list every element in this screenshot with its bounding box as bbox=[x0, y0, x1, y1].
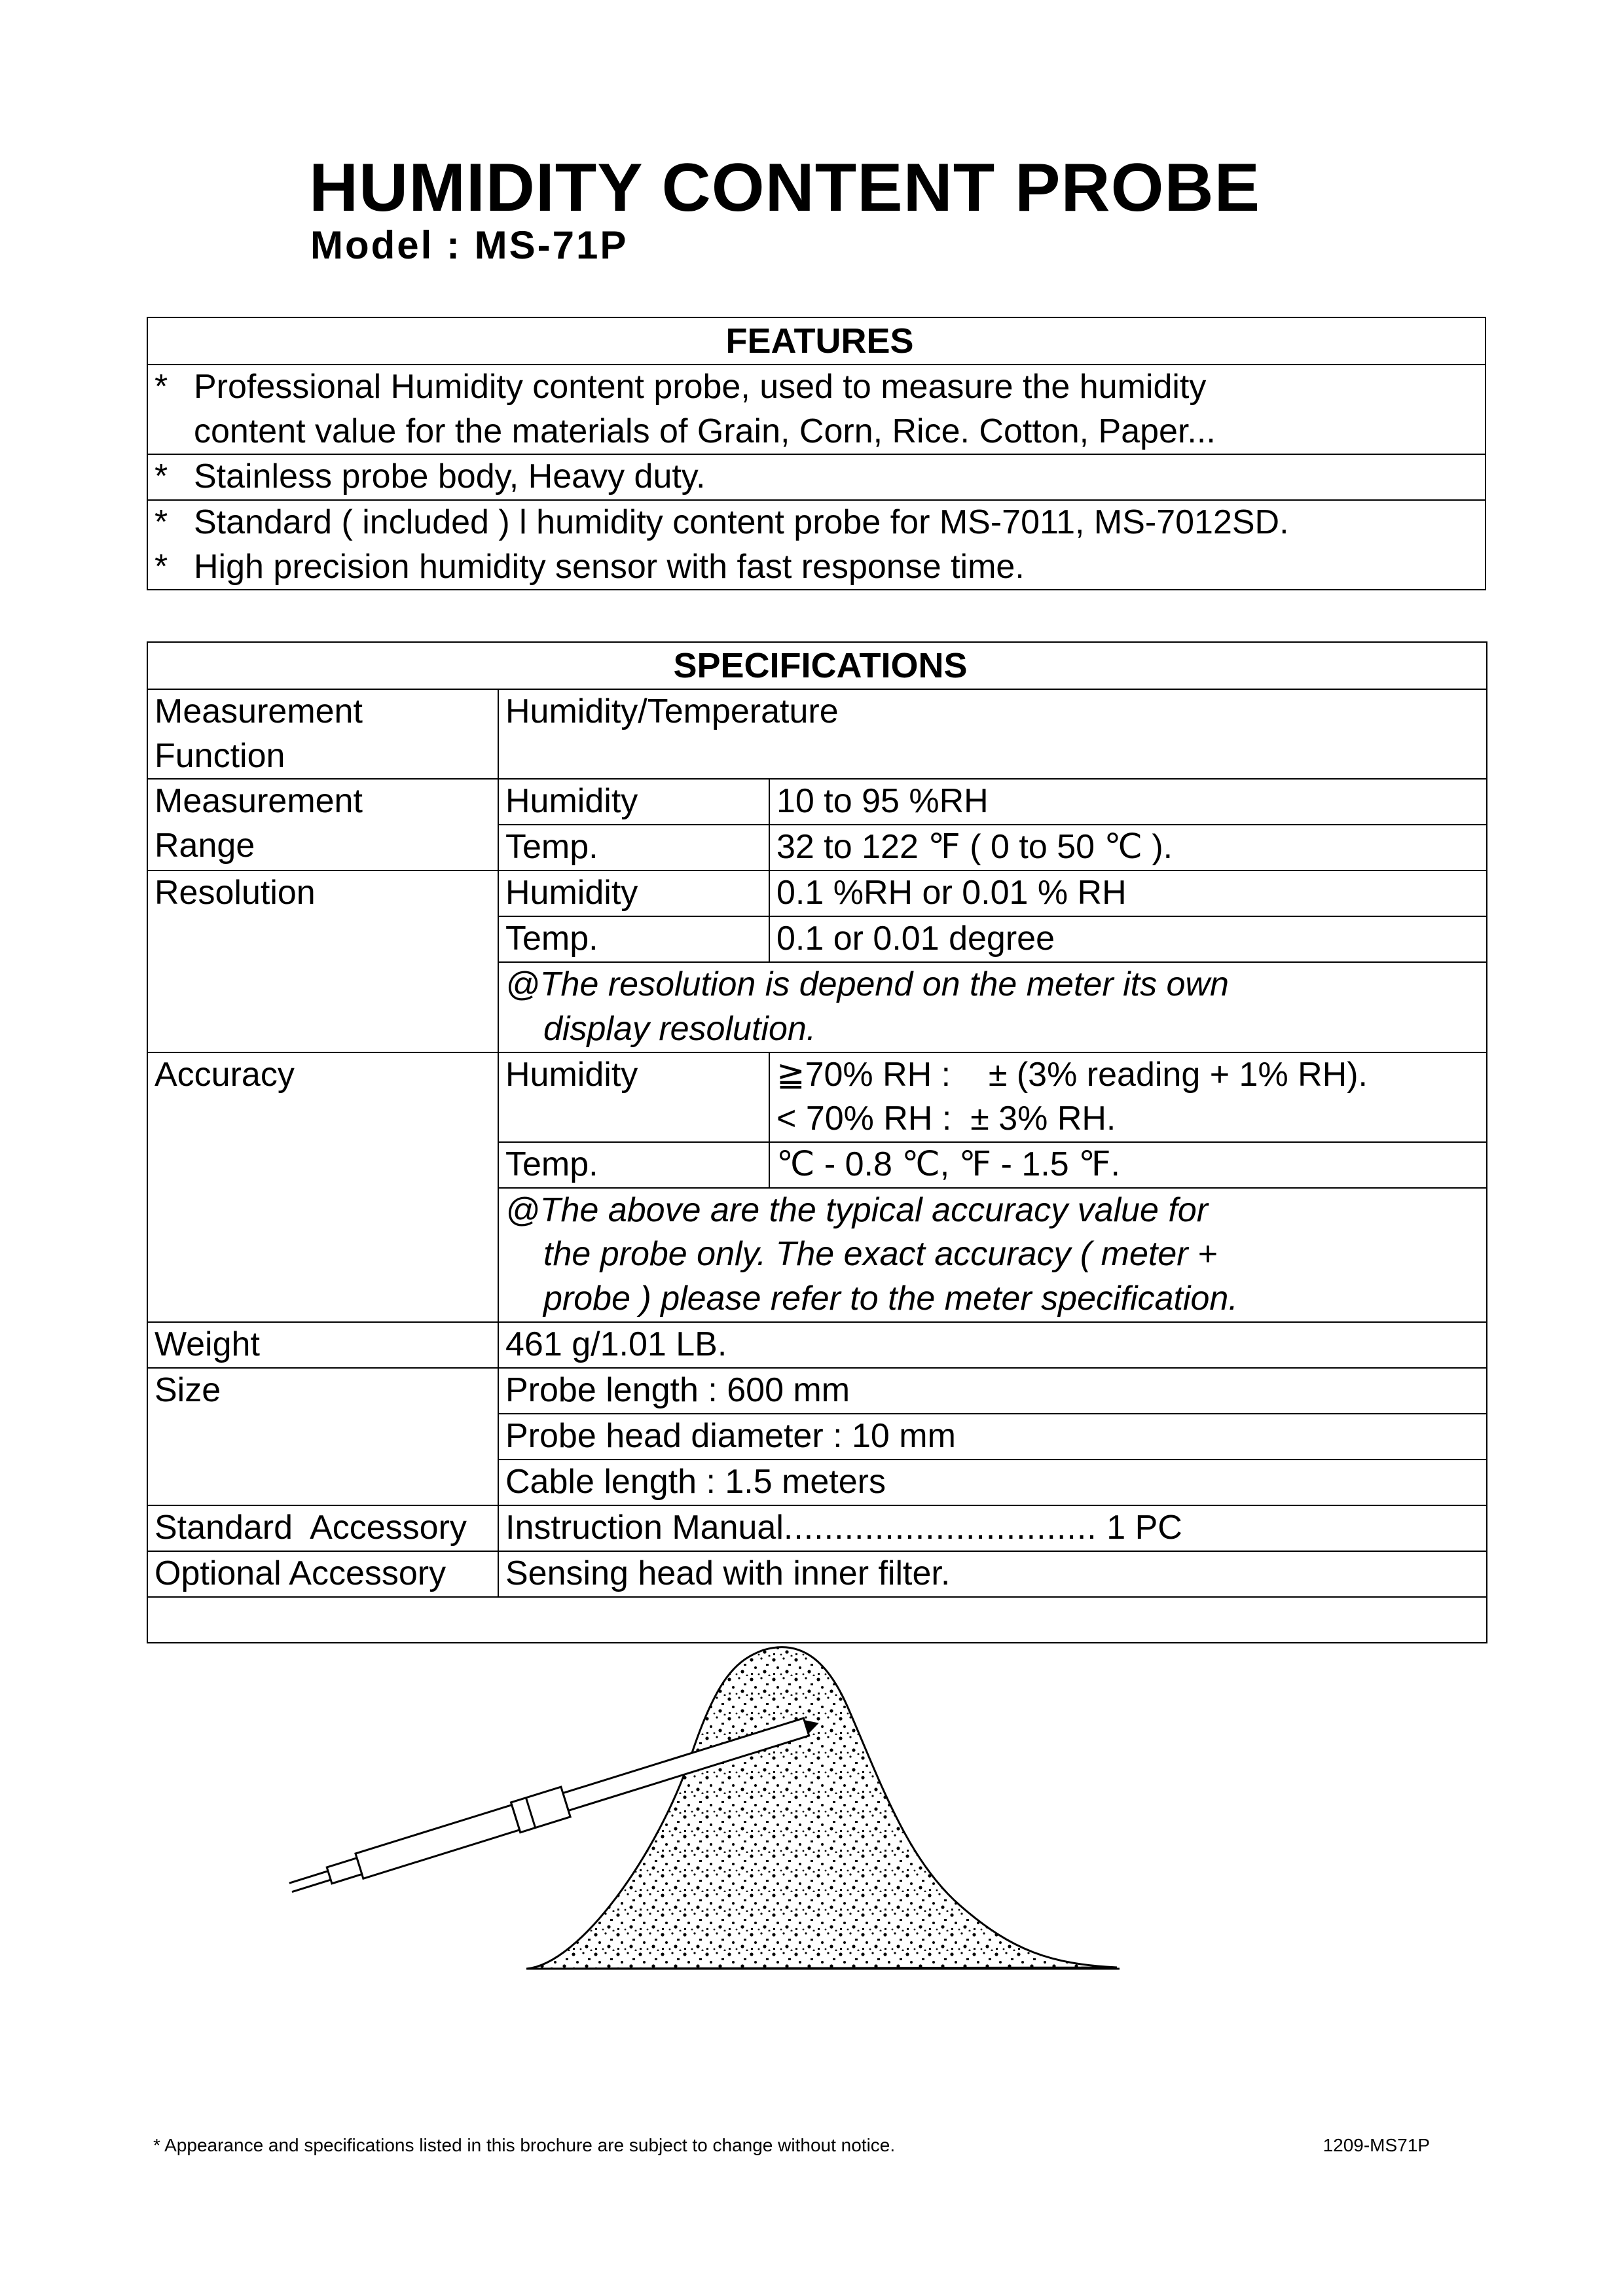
spec-sublabel: Humidity bbox=[498, 870, 769, 916]
specifications-table bbox=[147, 641, 1487, 1643]
bullet-star: * bbox=[155, 368, 168, 406]
feature-text: Stainless probe body, Heavy duty. bbox=[194, 457, 706, 496]
spec-label: Accuracy bbox=[147, 1052, 498, 1322]
features-table bbox=[147, 317, 1486, 590]
spec-value: Sensing head with inner filter. bbox=[498, 1551, 1487, 1597]
page-footer bbox=[153, 2135, 1430, 2156]
spec-value: 0.1 or 0.01 degree bbox=[769, 916, 1487, 962]
feature-item bbox=[147, 365, 1486, 454]
spec-value: ℃ - 0.8 ℃, ℉ - 1.5 ℉. bbox=[769, 1142, 1487, 1188]
feature-item bbox=[147, 454, 1486, 500]
features-header: FEATURES bbox=[147, 317, 1486, 365]
spec-sublabel: Temp. bbox=[498, 916, 769, 962]
illustration-cell bbox=[147, 1597, 1487, 1643]
grain-pile bbox=[526, 1647, 1117, 1968]
spec-value: Probe head diameter : 10 mm bbox=[498, 1414, 1487, 1460]
bullet-star: * bbox=[155, 457, 168, 496]
spec-sublabel: Temp. bbox=[498, 825, 769, 870]
spec-value: Instruction Manual............................... 1 PC bbox=[498, 1505, 1487, 1551]
document-code: 1209-MS71P bbox=[1322, 2135, 1430, 2155]
footer-notice: * Appearance and specifications listed in this brochure are subject to change without notice. bbox=[153, 2135, 896, 2155]
bullet-star: * bbox=[155, 503, 168, 541]
spec-value: Probe length : 600 mm bbox=[498, 1368, 1487, 1414]
spec-value: ≧70% RH : ± (3% reading + 1% RH). < 70% RH : ± 3% RH. bbox=[769, 1052, 1487, 1142]
spec-label: Measurement Range bbox=[147, 779, 498, 870]
feature-text: content value for the materials of Grain, Corn, Rice. Cotton, Paper... bbox=[194, 412, 1216, 450]
spec-note: @The above are the typical accuracy value for the probe only. The exact accuracy ( meter + probe ) please refer to the meter specification. bbox=[498, 1188, 1487, 1322]
spec-note: @The resolution is depend on the meter its own display resolution. bbox=[498, 962, 1487, 1052]
spec-sublabel: Temp. bbox=[498, 1142, 769, 1188]
probe-in-grain-illustration bbox=[148, 1598, 1486, 2108]
spec-value: Cable length : 1.5 meters bbox=[498, 1460, 1487, 1505]
feature-text: Standard ( included ) l humidity content probe for MS-7011, MS-7012SD. bbox=[194, 503, 1289, 541]
model-number: Model : MS-71P bbox=[310, 223, 629, 267]
feature-text: High precision humidity sensor with fast response time. bbox=[194, 547, 1025, 586]
spec-label: Weight bbox=[147, 1322, 498, 1368]
spec-value: 461 g/1.01 LB. bbox=[498, 1322, 1487, 1368]
spec-value: 32 to 122 ℉ ( 0 to 50 ℃ ). bbox=[769, 825, 1487, 870]
feature-item bbox=[147, 500, 1486, 590]
spec-label: Resolution bbox=[147, 870, 498, 1052]
spec-sublabel: Humidity bbox=[498, 779, 769, 825]
spec-value: 10 to 95 %RH bbox=[769, 779, 1487, 825]
spec-label: Measurement Function bbox=[147, 689, 498, 779]
spec-sublabel: Humidity bbox=[498, 1052, 769, 1142]
spec-value: 0.1 %RH or 0.01 % RH bbox=[769, 870, 1487, 916]
spec-label: Optional Accessory bbox=[147, 1551, 498, 1597]
spec-label: Size bbox=[147, 1368, 498, 1505]
spec-label: Standard Accessory bbox=[147, 1505, 498, 1551]
page-title: HUMIDITY CONTENT PROBE bbox=[309, 150, 1261, 226]
spec-value: Humidity/Temperature bbox=[498, 689, 1487, 779]
feature-text: Professional Humidity content probe, used to measure the humidity bbox=[194, 368, 1207, 406]
bullet-star: * bbox=[155, 547, 168, 586]
specifications-header: SPECIFICATIONS bbox=[147, 642, 1487, 689]
